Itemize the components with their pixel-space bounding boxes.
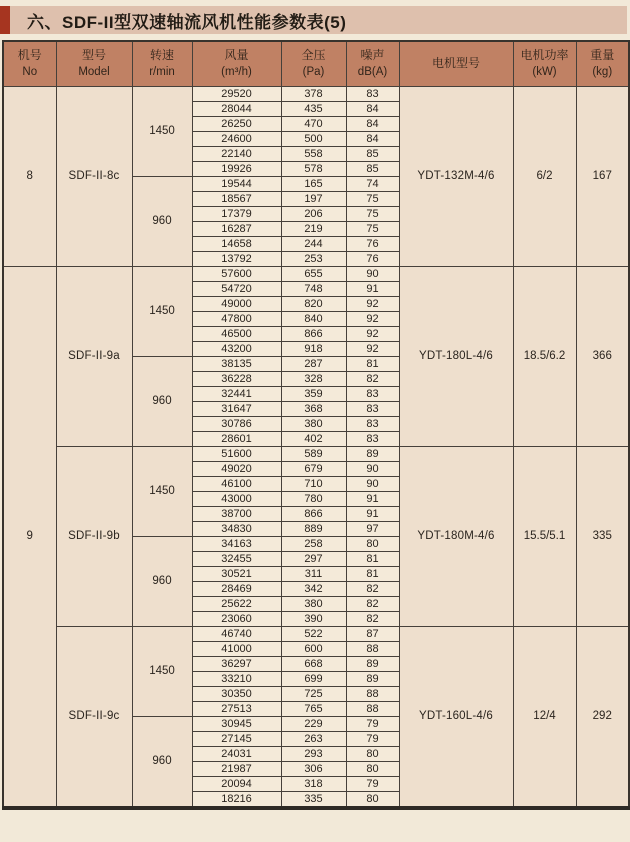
pressure-cell: 378 bbox=[281, 86, 346, 101]
pressure-cell: 380 bbox=[281, 596, 346, 611]
rpm-cell: 1450 bbox=[132, 86, 192, 176]
noise-cell: 81 bbox=[346, 551, 399, 566]
noise-cell: 83 bbox=[346, 386, 399, 401]
page-title: 六、SDF-II型双速轴流风机性能参数表(5) bbox=[27, 12, 347, 32]
airflow-cell: 32455 bbox=[192, 551, 281, 566]
table-row bbox=[3, 626, 629, 641]
airflow-cell: 34163 bbox=[192, 536, 281, 551]
weight-cell: 366 bbox=[576, 266, 629, 446]
col-header-motor-model: 电机型号 bbox=[399, 41, 513, 86]
table-row bbox=[3, 446, 629, 461]
weight-cell: 292 bbox=[576, 626, 629, 808]
noise-cell: 76 bbox=[346, 236, 399, 251]
col-header-machine-no: 机号 No bbox=[3, 41, 56, 86]
noise-cell: 76 bbox=[346, 251, 399, 266]
airflow-cell: 28044 bbox=[192, 101, 281, 116]
airflow-cell: 16287 bbox=[192, 221, 281, 236]
airflow-cell: 21987 bbox=[192, 761, 281, 776]
noise-cell: 75 bbox=[346, 221, 399, 236]
airflow-cell: 17379 bbox=[192, 206, 281, 221]
noise-cell: 90 bbox=[346, 476, 399, 491]
pressure-cell: 263 bbox=[281, 731, 346, 746]
airflow-cell: 19926 bbox=[192, 161, 281, 176]
pressure-cell: 318 bbox=[281, 776, 346, 791]
rpm-cell: 960 bbox=[132, 536, 192, 626]
rpm-cell: 960 bbox=[132, 356, 192, 446]
airflow-cell: 46740 bbox=[192, 626, 281, 641]
table-body bbox=[3, 86, 629, 808]
airflow-cell: 33210 bbox=[192, 671, 281, 686]
pressure-cell: 668 bbox=[281, 656, 346, 671]
airflow-cell: 41000 bbox=[192, 641, 281, 656]
pressure-cell: 500 bbox=[281, 131, 346, 146]
pressure-cell: 229 bbox=[281, 716, 346, 731]
noise-cell: 87 bbox=[346, 626, 399, 641]
pressure-cell: 380 bbox=[281, 416, 346, 431]
noise-cell: 92 bbox=[346, 296, 399, 311]
col-header-noise: 噪声 dB(A) bbox=[346, 41, 399, 86]
noise-cell: 80 bbox=[346, 536, 399, 551]
noise-cell: 74 bbox=[346, 176, 399, 191]
noise-cell: 97 bbox=[346, 521, 399, 536]
model-cell: SDF-II-9a bbox=[56, 266, 132, 446]
airflow-cell: 36228 bbox=[192, 371, 281, 386]
pressure-cell: 328 bbox=[281, 371, 346, 386]
airflow-cell: 23060 bbox=[192, 611, 281, 626]
noise-cell: 85 bbox=[346, 146, 399, 161]
airflow-cell: 25622 bbox=[192, 596, 281, 611]
pressure-cell: 206 bbox=[281, 206, 346, 221]
model-cell: SDF-II-9b bbox=[56, 446, 132, 626]
pressure-cell: 197 bbox=[281, 191, 346, 206]
pressure-cell: 840 bbox=[281, 311, 346, 326]
airflow-cell: 49000 bbox=[192, 296, 281, 311]
pressure-cell: 435 bbox=[281, 101, 346, 116]
airflow-cell: 32441 bbox=[192, 386, 281, 401]
airflow-cell: 57600 bbox=[192, 266, 281, 281]
airflow-cell: 14658 bbox=[192, 236, 281, 251]
noise-cell: 91 bbox=[346, 506, 399, 521]
noise-cell: 89 bbox=[346, 656, 399, 671]
pressure-cell: 866 bbox=[281, 506, 346, 521]
noise-cell: 90 bbox=[346, 266, 399, 281]
airflow-cell: 18216 bbox=[192, 791, 281, 808]
pressure-cell: 725 bbox=[281, 686, 346, 701]
airflow-cell: 54720 bbox=[192, 281, 281, 296]
noise-cell: 90 bbox=[346, 461, 399, 476]
airflow-cell: 24031 bbox=[192, 746, 281, 761]
noise-cell: 83 bbox=[346, 416, 399, 431]
pressure-cell: 889 bbox=[281, 521, 346, 536]
noise-cell: 79 bbox=[346, 716, 399, 731]
machine-no-cell: 9 bbox=[3, 266, 56, 808]
airflow-cell: 26250 bbox=[192, 116, 281, 131]
airflow-cell: 27145 bbox=[192, 731, 281, 746]
pressure-cell: 710 bbox=[281, 476, 346, 491]
airflow-cell: 22140 bbox=[192, 146, 281, 161]
col-header-pressure: 全压 (Pa) bbox=[281, 41, 346, 86]
airflow-cell: 28601 bbox=[192, 431, 281, 446]
motor-power-cell: 12/4 bbox=[513, 626, 576, 808]
noise-cell: 88 bbox=[346, 701, 399, 716]
pressure-cell: 244 bbox=[281, 236, 346, 251]
airflow-cell: 18567 bbox=[192, 191, 281, 206]
model-cell: SDF-II-8c bbox=[56, 86, 132, 266]
airflow-cell: 43200 bbox=[192, 341, 281, 356]
pressure-cell: 219 bbox=[281, 221, 346, 236]
noise-cell: 89 bbox=[346, 671, 399, 686]
noise-cell: 82 bbox=[346, 581, 399, 596]
pressure-cell: 522 bbox=[281, 626, 346, 641]
pressure-cell: 390 bbox=[281, 611, 346, 626]
airflow-cell: 49020 bbox=[192, 461, 281, 476]
col-header-speed: 转速 r/min bbox=[132, 41, 192, 86]
pressure-cell: 918 bbox=[281, 341, 346, 356]
airflow-cell: 30945 bbox=[192, 716, 281, 731]
noise-cell: 82 bbox=[346, 371, 399, 386]
airflow-cell: 38135 bbox=[192, 356, 281, 371]
pressure-cell: 820 bbox=[281, 296, 346, 311]
airflow-cell: 36297 bbox=[192, 656, 281, 671]
pressure-cell: 297 bbox=[281, 551, 346, 566]
airflow-cell: 30350 bbox=[192, 686, 281, 701]
noise-cell: 85 bbox=[346, 161, 399, 176]
pressure-cell: 780 bbox=[281, 491, 346, 506]
pressure-cell: 655 bbox=[281, 266, 346, 281]
noise-cell: 91 bbox=[346, 491, 399, 506]
noise-cell: 75 bbox=[346, 206, 399, 221]
noise-cell: 80 bbox=[346, 761, 399, 776]
title-bar bbox=[0, 6, 627, 34]
table-row bbox=[3, 86, 629, 101]
noise-cell: 79 bbox=[346, 776, 399, 791]
motor-model-cell: YDT-180L-4/6 bbox=[399, 266, 513, 446]
airflow-cell: 46500 bbox=[192, 326, 281, 341]
rpm-cell: 1450 bbox=[132, 626, 192, 716]
pressure-cell: 165 bbox=[281, 176, 346, 191]
airflow-cell: 27513 bbox=[192, 701, 281, 716]
motor-model-cell: YDT-132M-4/6 bbox=[399, 86, 513, 266]
noise-cell: 75 bbox=[346, 191, 399, 206]
noise-cell: 81 bbox=[346, 356, 399, 371]
noise-cell: 91 bbox=[346, 281, 399, 296]
rpm-cell: 960 bbox=[132, 716, 192, 808]
airflow-cell: 43000 bbox=[192, 491, 281, 506]
motor-power-cell: 18.5/6.2 bbox=[513, 266, 576, 446]
header-row bbox=[3, 41, 629, 86]
pressure-cell: 679 bbox=[281, 461, 346, 476]
pressure-cell: 748 bbox=[281, 281, 346, 296]
airflow-cell: 31647 bbox=[192, 401, 281, 416]
noise-cell: 83 bbox=[346, 401, 399, 416]
noise-cell: 88 bbox=[346, 641, 399, 656]
noise-cell: 81 bbox=[346, 566, 399, 581]
pressure-cell: 368 bbox=[281, 401, 346, 416]
col-header-motor-power: 电机功率 (kW) bbox=[513, 41, 576, 86]
pressure-cell: 866 bbox=[281, 326, 346, 341]
weight-cell: 335 bbox=[576, 446, 629, 626]
noise-cell: 92 bbox=[346, 341, 399, 356]
airflow-cell: 34830 bbox=[192, 521, 281, 536]
machine-no-cell: 8 bbox=[3, 86, 56, 266]
noise-cell: 80 bbox=[346, 746, 399, 761]
airflow-cell: 38700 bbox=[192, 506, 281, 521]
title-accent-block bbox=[0, 6, 10, 34]
airflow-cell: 30521 bbox=[192, 566, 281, 581]
pressure-cell: 293 bbox=[281, 746, 346, 761]
fan-performance-table bbox=[2, 40, 630, 810]
airflow-cell: 19544 bbox=[192, 176, 281, 191]
col-header-airflow: 风量 (m³/h) bbox=[192, 41, 281, 86]
pressure-cell: 335 bbox=[281, 791, 346, 808]
noise-cell: 79 bbox=[346, 731, 399, 746]
noise-cell: 84 bbox=[346, 116, 399, 131]
weight-cell: 167 bbox=[576, 86, 629, 266]
noise-cell: 89 bbox=[346, 446, 399, 461]
table-header bbox=[3, 41, 629, 86]
rpm-cell: 1450 bbox=[132, 446, 192, 536]
noise-cell: 88 bbox=[346, 686, 399, 701]
noise-cell: 80 bbox=[346, 791, 399, 808]
noise-cell: 82 bbox=[346, 596, 399, 611]
motor-power-cell: 6/2 bbox=[513, 86, 576, 266]
airflow-cell: 24600 bbox=[192, 131, 281, 146]
col-header-model: 型号 Model bbox=[56, 41, 132, 86]
noise-cell: 84 bbox=[346, 101, 399, 116]
col-header-weight: 重量 (kg) bbox=[576, 41, 629, 86]
airflow-cell: 51600 bbox=[192, 446, 281, 461]
pressure-cell: 258 bbox=[281, 536, 346, 551]
pressure-cell: 558 bbox=[281, 146, 346, 161]
pressure-cell: 578 bbox=[281, 161, 346, 176]
pressure-cell: 470 bbox=[281, 116, 346, 131]
pressure-cell: 699 bbox=[281, 671, 346, 686]
pressure-cell: 311 bbox=[281, 566, 346, 581]
noise-cell: 83 bbox=[346, 86, 399, 101]
noise-cell: 84 bbox=[346, 131, 399, 146]
pressure-cell: 765 bbox=[281, 701, 346, 716]
pressure-cell: 600 bbox=[281, 641, 346, 656]
motor-power-cell: 15.5/5.1 bbox=[513, 446, 576, 626]
pressure-cell: 359 bbox=[281, 386, 346, 401]
pressure-cell: 342 bbox=[281, 581, 346, 596]
motor-model-cell: YDT-160L-4/6 bbox=[399, 626, 513, 808]
motor-model-cell: YDT-180M-4/6 bbox=[399, 446, 513, 626]
noise-cell: 92 bbox=[346, 326, 399, 341]
airflow-cell: 13792 bbox=[192, 251, 281, 266]
pressure-cell: 287 bbox=[281, 356, 346, 371]
pressure-cell: 253 bbox=[281, 251, 346, 266]
pressure-cell: 402 bbox=[281, 431, 346, 446]
airflow-cell: 28469 bbox=[192, 581, 281, 596]
noise-cell: 83 bbox=[346, 431, 399, 446]
pressure-cell: 589 bbox=[281, 446, 346, 461]
airflow-cell: 29520 bbox=[192, 86, 281, 101]
noise-cell: 82 bbox=[346, 611, 399, 626]
airflow-cell: 46100 bbox=[192, 476, 281, 491]
pressure-cell: 306 bbox=[281, 761, 346, 776]
rpm-cell: 960 bbox=[132, 176, 192, 266]
airflow-cell: 47800 bbox=[192, 311, 281, 326]
airflow-cell: 20094 bbox=[192, 776, 281, 791]
model-cell: SDF-II-9c bbox=[56, 626, 132, 808]
airflow-cell: 30786 bbox=[192, 416, 281, 431]
noise-cell: 92 bbox=[346, 311, 399, 326]
table-row bbox=[3, 266, 629, 281]
rpm-cell: 1450 bbox=[132, 266, 192, 356]
